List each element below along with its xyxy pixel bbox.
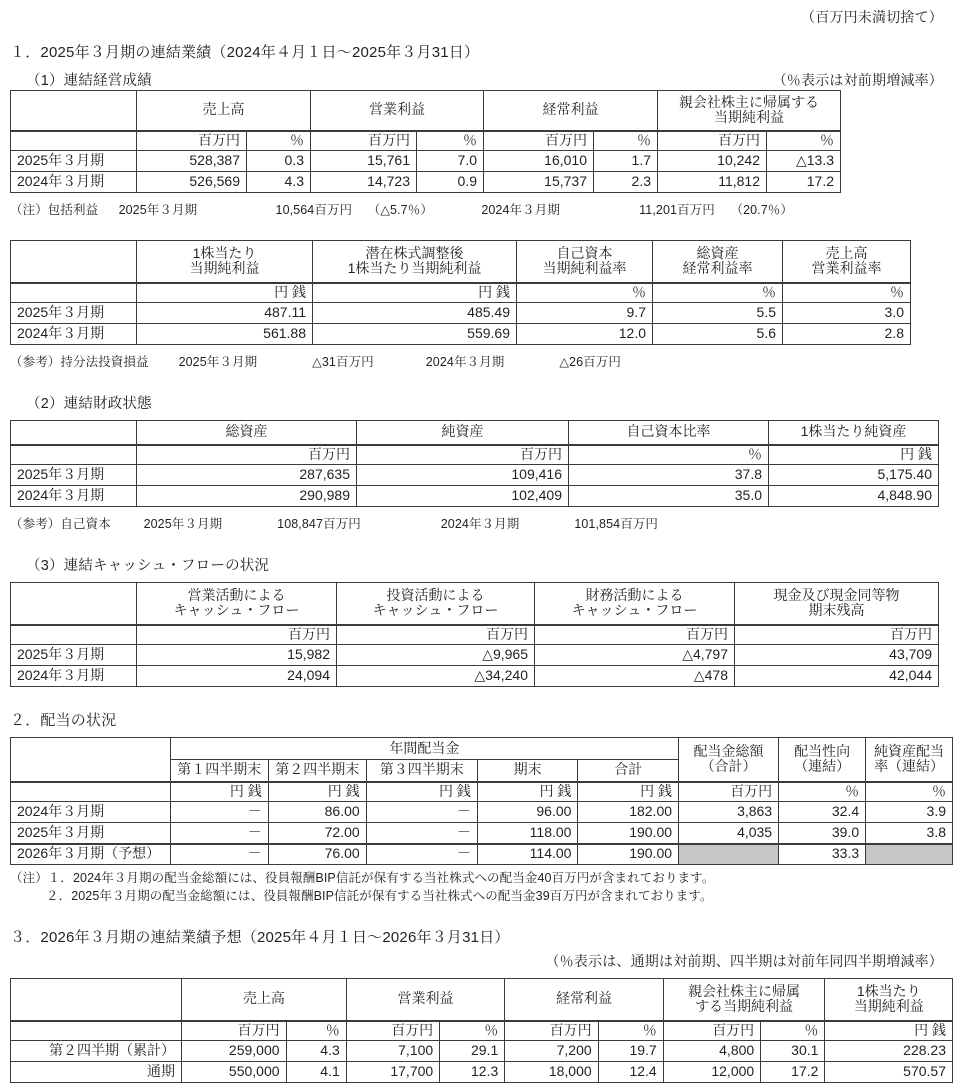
col-header-total-assets: 総資産 xyxy=(137,421,357,445)
col-header-net-income-line2: する当期純利益 xyxy=(695,998,794,1015)
table-row xyxy=(11,486,939,507)
col-header-net-income-line1: 親会社株主に帰属 xyxy=(688,982,801,999)
row-label-fy2025: 2025年３月期 xyxy=(11,303,137,324)
cell-q3-fy2025: － xyxy=(366,823,477,844)
table-row xyxy=(11,172,841,193)
cell-op-pct-fy2024: 0.9 xyxy=(417,172,484,193)
row-label-h1-cumulative: 第２四半期（累計） xyxy=(11,1041,182,1062)
per-share-metrics-table xyxy=(10,240,911,345)
cell-eps-fy2024: 561.88 xyxy=(137,324,313,345)
cell-eps-fy: 570.57 xyxy=(825,1062,953,1083)
cell-total-fy2026: 190.00 xyxy=(578,844,679,865)
cell-net-fy2024: 11,812 xyxy=(658,172,767,193)
col-header-eps-line2: 当期純利益 xyxy=(189,260,260,277)
unit-op-yen: 百万円 xyxy=(346,1021,439,1041)
cell-eps-h1: 228.23 xyxy=(825,1041,953,1062)
cell-ocf-fy2025: 15,982 xyxy=(137,645,337,666)
cell-year-end-fy2024: 96.00 xyxy=(477,802,578,823)
row-label-fy2024: 2024年３月期 xyxy=(11,802,171,823)
col-header-eps-line2: 当期純利益 xyxy=(853,998,924,1015)
cell-diluted-eps-fy2025: 485.49 xyxy=(313,303,517,324)
cell-net-pct-h1: 30.1 xyxy=(761,1041,825,1062)
table-corner-cell xyxy=(11,241,137,283)
cell-fcf-fy2025: △4,797 xyxy=(535,645,735,666)
cell-op-fy: 17,700 xyxy=(346,1062,439,1083)
cell-ord-pct-fy2024: 2.3 xyxy=(594,172,658,193)
section1-sub1-pct-note: （％表示は対前期増減率） xyxy=(772,72,943,88)
note-period-2: 2024年３月期 xyxy=(425,355,505,369)
col-header-roe xyxy=(517,241,653,283)
cell-sales-pct-fy2024: 4.3 xyxy=(247,172,311,193)
note-period-1: 2025年３月期 xyxy=(143,517,223,531)
cell-payout-ratio-fy2024: 32.4 xyxy=(779,802,866,823)
col-header-bps: 1株当たり純資産 xyxy=(769,421,939,445)
col-header-doe-line1: 純資産配当 xyxy=(874,742,945,759)
unit-op-pct: ％ xyxy=(417,131,484,151)
section2-title: ２．配当の状況 xyxy=(10,712,117,729)
table-corner-cell xyxy=(11,738,171,782)
cell-total-assets-fy2024: 290,989 xyxy=(137,486,357,507)
col-header-total-dividend-line2: （合計） xyxy=(700,758,757,775)
col-header-q3-end: 第３四半期末 xyxy=(366,760,477,782)
cell-net-pct-fy2025: △13.3 xyxy=(767,151,841,172)
col-header-net-assets: 純資産 xyxy=(357,421,569,445)
unit-roe: ％ xyxy=(517,283,653,303)
cell-year-end-fy2025: 118.00 xyxy=(477,823,578,844)
group-header-annual-dividend: 年間配当金 xyxy=(170,738,678,760)
row-label-fy2024: 2024年３月期 xyxy=(11,666,137,687)
financial-position-table xyxy=(10,420,939,507)
table-row xyxy=(11,324,911,345)
cell-roa-fy2024: 5.6 xyxy=(653,324,783,345)
unit-net-yen: 百万円 xyxy=(658,131,767,151)
unit-investing-cf: 百万円 xyxy=(337,625,535,645)
cell-roa-fy2025: 5.5 xyxy=(653,303,783,324)
unit-equity-ratio: ％ xyxy=(569,445,769,465)
col-header-eps xyxy=(825,979,953,1021)
cell-net-pct-fy: 17.2 xyxy=(761,1062,825,1083)
section3-pct-note: （％表示は、通期は対前期、四半期は対前年同四半期増減率） xyxy=(545,953,943,969)
col-header-cash-balance-line2: 期末残高 xyxy=(808,602,865,619)
unit-op-yen: 百万円 xyxy=(311,131,417,151)
unit-q3: 円 銭 xyxy=(366,782,477,802)
comprehensive-income-note xyxy=(0,200,953,218)
unit-doe: ％ xyxy=(866,782,953,802)
unit-net-pct: ％ xyxy=(761,1021,825,1041)
col-header-net-income xyxy=(663,979,825,1021)
col-header-payout-ratio-line1: 配当性向 xyxy=(794,742,851,759)
col-header-cash-balance-line1: 現金及び現金同等物 xyxy=(773,586,900,603)
cell-diluted-eps-fy2024: 559.69 xyxy=(313,324,517,345)
note-value-1: △31百万円 xyxy=(312,355,374,369)
cell-bps-fy2025: 5,175.40 xyxy=(769,465,939,486)
col-header-diluted-eps xyxy=(313,241,517,283)
table-row xyxy=(11,802,953,823)
unit-eps: 円 銭 xyxy=(825,1021,953,1041)
col-header-total-dividend-line1: 配当金総額 xyxy=(693,742,764,759)
cell-cash-fy2024: 42,044 xyxy=(735,666,939,687)
cell-total-amount-fy2026-empty xyxy=(679,844,779,865)
note-value-1: 10,564百万円 xyxy=(275,203,353,217)
cell-sales-fy2025: 528,387 xyxy=(137,151,247,172)
cell-net-assets-fy2025: 109,416 xyxy=(357,465,569,486)
cell-q1-fy2024: － xyxy=(170,802,268,823)
cell-ord-h1: 7,200 xyxy=(505,1041,598,1062)
col-header-equity-ratio: 自己資本比率 xyxy=(569,421,769,445)
col-header-roa-line1: 総資産 xyxy=(696,244,739,261)
col-header-cash-balance xyxy=(735,583,939,625)
unit-ord-yen: 百万円 xyxy=(505,1021,598,1041)
table-row xyxy=(11,303,911,324)
col-header-eps-line1: 1株当たり xyxy=(856,982,921,999)
col-header-diluted-eps-line1: 潜在株式調整後 xyxy=(365,244,464,261)
cell-q2-fy2024: 86.00 xyxy=(268,802,366,823)
note-prefix: （参考）自己資本 xyxy=(10,517,111,531)
note-period-2: 2024年３月期 xyxy=(440,517,520,531)
cell-q1-fy2026: － xyxy=(170,844,268,865)
cell-bps-fy2024: 4,848.90 xyxy=(769,486,939,507)
col-header-total-dividend xyxy=(679,738,779,782)
cell-total-assets-fy2025: 287,635 xyxy=(137,465,357,486)
cell-total-fy2024: 182.00 xyxy=(578,802,679,823)
table-corner-cell xyxy=(11,421,137,445)
row-label-fy2024: 2024年３月期 xyxy=(11,324,137,345)
note-pct-1: （△5.7％） xyxy=(367,203,433,217)
col-header-roe-line1: 自己資本 xyxy=(556,244,613,261)
cell-op-pct-fy: 12.3 xyxy=(440,1062,505,1083)
table-row xyxy=(11,823,953,844)
cell-doe-fy2025: 3.8 xyxy=(866,823,953,844)
equity-method-note xyxy=(0,352,953,370)
unit-sales-pct: ％ xyxy=(286,1021,346,1041)
cell-roe-fy2025: 9.7 xyxy=(517,303,653,324)
cell-op-pct-fy2025: 7.0 xyxy=(417,151,484,172)
cell-ord-pct-fy: 12.4 xyxy=(598,1062,663,1083)
cell-cash-fy2025: 43,709 xyxy=(735,645,939,666)
col-header-sales: 売上高 xyxy=(182,979,347,1021)
row-label-fy2025: 2025年３月期 xyxy=(11,465,137,486)
cell-q1-fy2025: － xyxy=(170,823,268,844)
cell-ord-fy2024: 15,737 xyxy=(484,172,594,193)
row-label-full-year: 通期 xyxy=(11,1062,182,1083)
rounding-note: （百万円未満切捨て） xyxy=(801,9,943,25)
row-label-fy2025: 2025年３月期 xyxy=(11,823,171,844)
row-label-fy2024: 2024年３月期 xyxy=(11,172,137,193)
cell-net-fy2025: 10,242 xyxy=(658,151,767,172)
col-header-net-income-line2: 当期純利益 xyxy=(714,109,784,126)
unit-ord-pct: ％ xyxy=(594,131,658,151)
unit-bps: 円 銭 xyxy=(769,445,939,465)
col-header-investing-cf-line1: 投資活動による xyxy=(386,586,485,603)
note-value-2: 101,854百万円 xyxy=(574,517,658,531)
cell-sales-pct-fy2025: 0.3 xyxy=(247,151,311,172)
cell-opm-fy2025: 3.0 xyxy=(783,303,911,324)
unit-diluted-eps: 円 銭 xyxy=(313,283,517,303)
col-header-payout-ratio xyxy=(779,738,866,782)
dividends-table xyxy=(10,737,953,865)
col-header-financing-cf-line2: キャッシュ・フロー xyxy=(571,602,698,619)
cell-ord-pct-h1: 19.7 xyxy=(598,1041,663,1062)
unit-financing-cf: 百万円 xyxy=(535,625,735,645)
table-row xyxy=(11,666,939,687)
cell-icf-fy2024: △34,240 xyxy=(337,666,535,687)
unit-total-assets: 百万円 xyxy=(137,445,357,465)
unit-net-yen: 百万円 xyxy=(663,1021,760,1041)
unit-op-pct: ％ xyxy=(440,1021,505,1041)
cell-opm-fy2024: 2.8 xyxy=(783,324,911,345)
col-header-diluted-eps-line2: 1株当たり当期純利益 xyxy=(347,260,482,277)
unit-row-label xyxy=(11,625,137,645)
cell-net-fy: 12,000 xyxy=(663,1062,760,1083)
cell-doe-fy2024: 3.9 xyxy=(866,802,953,823)
table-row-forecast xyxy=(11,844,953,865)
col-header-opm-line1: 売上高 xyxy=(825,244,868,261)
unit-net-assets: 百万円 xyxy=(357,445,569,465)
cell-op-fy2025: 15,761 xyxy=(311,151,417,172)
table-row xyxy=(11,1041,953,1062)
section1-sub3-label: （3）連結キャッシュ・フローの状況 xyxy=(26,558,270,574)
cell-q3-fy2024: － xyxy=(366,802,477,823)
unit-opm: ％ xyxy=(783,283,911,303)
col-header-dividend-total: 合計 xyxy=(578,760,679,782)
col-header-operating-income: 営業利益 xyxy=(346,979,504,1021)
unit-ord-yen: 百万円 xyxy=(484,131,594,151)
unit-year-end: 円 銭 xyxy=(477,782,578,802)
unit-total-amount: 百万円 xyxy=(679,782,779,802)
table-corner-cell xyxy=(11,91,137,131)
unit-net-pct: ％ xyxy=(767,131,841,151)
cell-op-fy2024: 14,723 xyxy=(311,172,417,193)
cell-equity-ratio-fy2025: 37.8 xyxy=(569,465,769,486)
cell-ord-fy2025: 16,010 xyxy=(484,151,594,172)
col-header-opm-line2: 営業利益率 xyxy=(811,260,882,277)
row-label-fy2025: 2025年３月期 xyxy=(11,151,137,172)
unit-q1: 円 銭 xyxy=(170,782,268,802)
cell-total-amount-fy2024: 3,863 xyxy=(679,802,779,823)
col-header-roa-line2: 経常利益率 xyxy=(682,260,753,277)
unit-row-label xyxy=(11,283,137,303)
dividend-note-2: ２．2025年３月期の配当金総額には、役員報酬BIP信託が保有する当社株式への配当金39百万円が含まれております。 xyxy=(46,889,713,903)
unit-row-label xyxy=(11,782,171,802)
cell-q3-fy2026: － xyxy=(366,844,477,865)
dividend-note-1: （注）１．2024年３月期の配当金総額には、役員報酬BIP信託が保有する当社株式への配当金40百万円が含まれております。 xyxy=(10,871,715,885)
unit-sales-pct: ％ xyxy=(247,131,311,151)
table-corner-cell xyxy=(11,583,137,625)
col-header-eps xyxy=(137,241,313,283)
cell-op-h1: 7,100 xyxy=(346,1041,439,1062)
cash-flow-table xyxy=(10,582,939,687)
unit-sales-yen: 百万円 xyxy=(182,1021,287,1041)
cell-sales-fy2024: 526,569 xyxy=(137,172,247,193)
section3-title: ３．2026年３月期の連結業績予想（2025年４月１日～2026年３月31日） xyxy=(10,929,510,946)
col-header-financing-cf xyxy=(535,583,735,625)
note-pct-2: （20.7％） xyxy=(730,203,793,217)
col-header-doe xyxy=(866,738,953,782)
cell-ord-pct-fy2025: 1.7 xyxy=(594,151,658,172)
section1-sub1-label: （1）連結経営成績 xyxy=(26,73,152,89)
col-header-investing-cf xyxy=(337,583,535,625)
row-label-fy2026-forecast: 2026年３月期（予想） xyxy=(11,844,171,865)
col-header-net-income-line1: 親会社株主に帰属する xyxy=(679,93,819,110)
table-corner-cell xyxy=(11,979,182,1021)
cell-sales-pct-fy: 4.1 xyxy=(286,1062,346,1083)
unit-row-label xyxy=(11,131,137,151)
col-header-investing-cf-line2: キャッシュ・フロー xyxy=(372,602,499,619)
cell-net-assets-fy2024: 102,409 xyxy=(357,486,569,507)
cell-total-amount-fy2025: 4,035 xyxy=(679,823,779,844)
table-row xyxy=(11,151,841,172)
row-label-fy2025: 2025年３月期 xyxy=(11,645,137,666)
cell-equity-ratio-fy2024: 35.0 xyxy=(569,486,769,507)
consolidated-results-table xyxy=(10,90,841,193)
col-header-roa xyxy=(653,241,783,283)
cell-icf-fy2025: △9,965 xyxy=(337,645,535,666)
unit-sales-yen: 百万円 xyxy=(137,131,247,151)
cell-ord-fy: 18,000 xyxy=(505,1062,598,1083)
unit-row-label xyxy=(11,445,137,465)
cell-op-pct-h1: 29.1 xyxy=(440,1041,505,1062)
cell-q2-fy2026: 76.00 xyxy=(268,844,366,865)
unit-operating-cf: 百万円 xyxy=(137,625,337,645)
col-header-operating-cf-line2: キャッシュ・フロー xyxy=(173,602,300,619)
unit-total: 円 銭 xyxy=(578,782,679,802)
unit-cash-balance: 百万円 xyxy=(735,625,939,645)
cell-sales-h1: 259,000 xyxy=(182,1041,287,1062)
row-label-fy2024: 2024年３月期 xyxy=(11,486,137,507)
col-header-sales: 売上高 xyxy=(137,91,311,131)
col-header-q2-end: 第２四半期末 xyxy=(268,760,366,782)
col-header-year-end: 期末 xyxy=(477,760,578,782)
note-prefix: （注）包括利益 xyxy=(10,203,99,217)
note-value-1: 108,847百万円 xyxy=(277,517,361,531)
col-header-eps-line1: 1株当たり xyxy=(192,244,257,261)
col-header-ordinary-income: 経常利益 xyxy=(484,91,658,131)
cell-roe-fy2024: 12.0 xyxy=(517,324,653,345)
cell-ocf-fy2024: 24,094 xyxy=(137,666,337,687)
cell-sales-fy: 550,000 xyxy=(182,1062,287,1083)
col-header-ordinary-income: 経常利益 xyxy=(505,979,663,1021)
col-header-payout-ratio-line2: （連結） xyxy=(794,758,851,775)
note-period-1: 2025年３月期 xyxy=(118,203,198,217)
col-header-financing-cf-line1: 財務活動による xyxy=(585,586,684,603)
col-header-roe-line2: 当期純利益率 xyxy=(542,260,627,277)
col-header-q1-end: 第１四半期末 xyxy=(170,760,268,782)
unit-ord-pct: ％ xyxy=(598,1021,663,1041)
cell-net-pct-fy2024: 17.2 xyxy=(767,172,841,193)
cell-doe-fy2026-empty xyxy=(866,844,953,865)
cell-payout-ratio-fy2026: 33.3 xyxy=(779,844,866,865)
cell-payout-ratio-fy2025: 39.0 xyxy=(779,823,866,844)
unit-eps: 円 銭 xyxy=(137,283,313,303)
col-header-doe-line2: 率（連結） xyxy=(874,758,945,775)
col-header-opm xyxy=(783,241,911,283)
cell-sales-pct-h1: 4.3 xyxy=(286,1041,346,1062)
cell-fcf-fy2024: △478 xyxy=(535,666,735,687)
cell-total-fy2025: 190.00 xyxy=(578,823,679,844)
note-value-2: △26百万円 xyxy=(559,355,621,369)
cell-q2-fy2025: 72.00 xyxy=(268,823,366,844)
forecast-table xyxy=(10,978,953,1083)
table-row xyxy=(11,1062,953,1083)
table-row xyxy=(11,645,939,666)
cell-year-end-fy2026: 114.00 xyxy=(477,844,578,865)
note-period-2: 2024年３月期 xyxy=(481,203,560,217)
note-prefix: （参考）持分法投資損益 xyxy=(10,355,149,369)
section1-title: １．2025年３月期の連結業績（2024年４月１日～2025年３月31日） xyxy=(10,44,480,61)
section1-sub2-label: （2）連結財政状態 xyxy=(26,396,152,412)
shareholders-equity-note xyxy=(0,514,953,532)
cell-net-h1: 4,800 xyxy=(663,1041,760,1062)
note-period-1: 2025年３月期 xyxy=(178,355,258,369)
col-header-net-income xyxy=(658,91,841,131)
cell-eps-fy2025: 487.11 xyxy=(137,303,313,324)
unit-roa: ％ xyxy=(653,283,783,303)
col-header-operating-cf-line1: 営業活動による xyxy=(187,586,286,603)
unit-q2: 円 銭 xyxy=(268,782,366,802)
note-value-2: 11,201百万円 xyxy=(639,203,715,217)
col-header-operating-cf xyxy=(137,583,337,625)
table-row xyxy=(11,465,939,486)
col-header-operating-income: 営業利益 xyxy=(311,91,484,131)
unit-payout-ratio: ％ xyxy=(779,782,866,802)
